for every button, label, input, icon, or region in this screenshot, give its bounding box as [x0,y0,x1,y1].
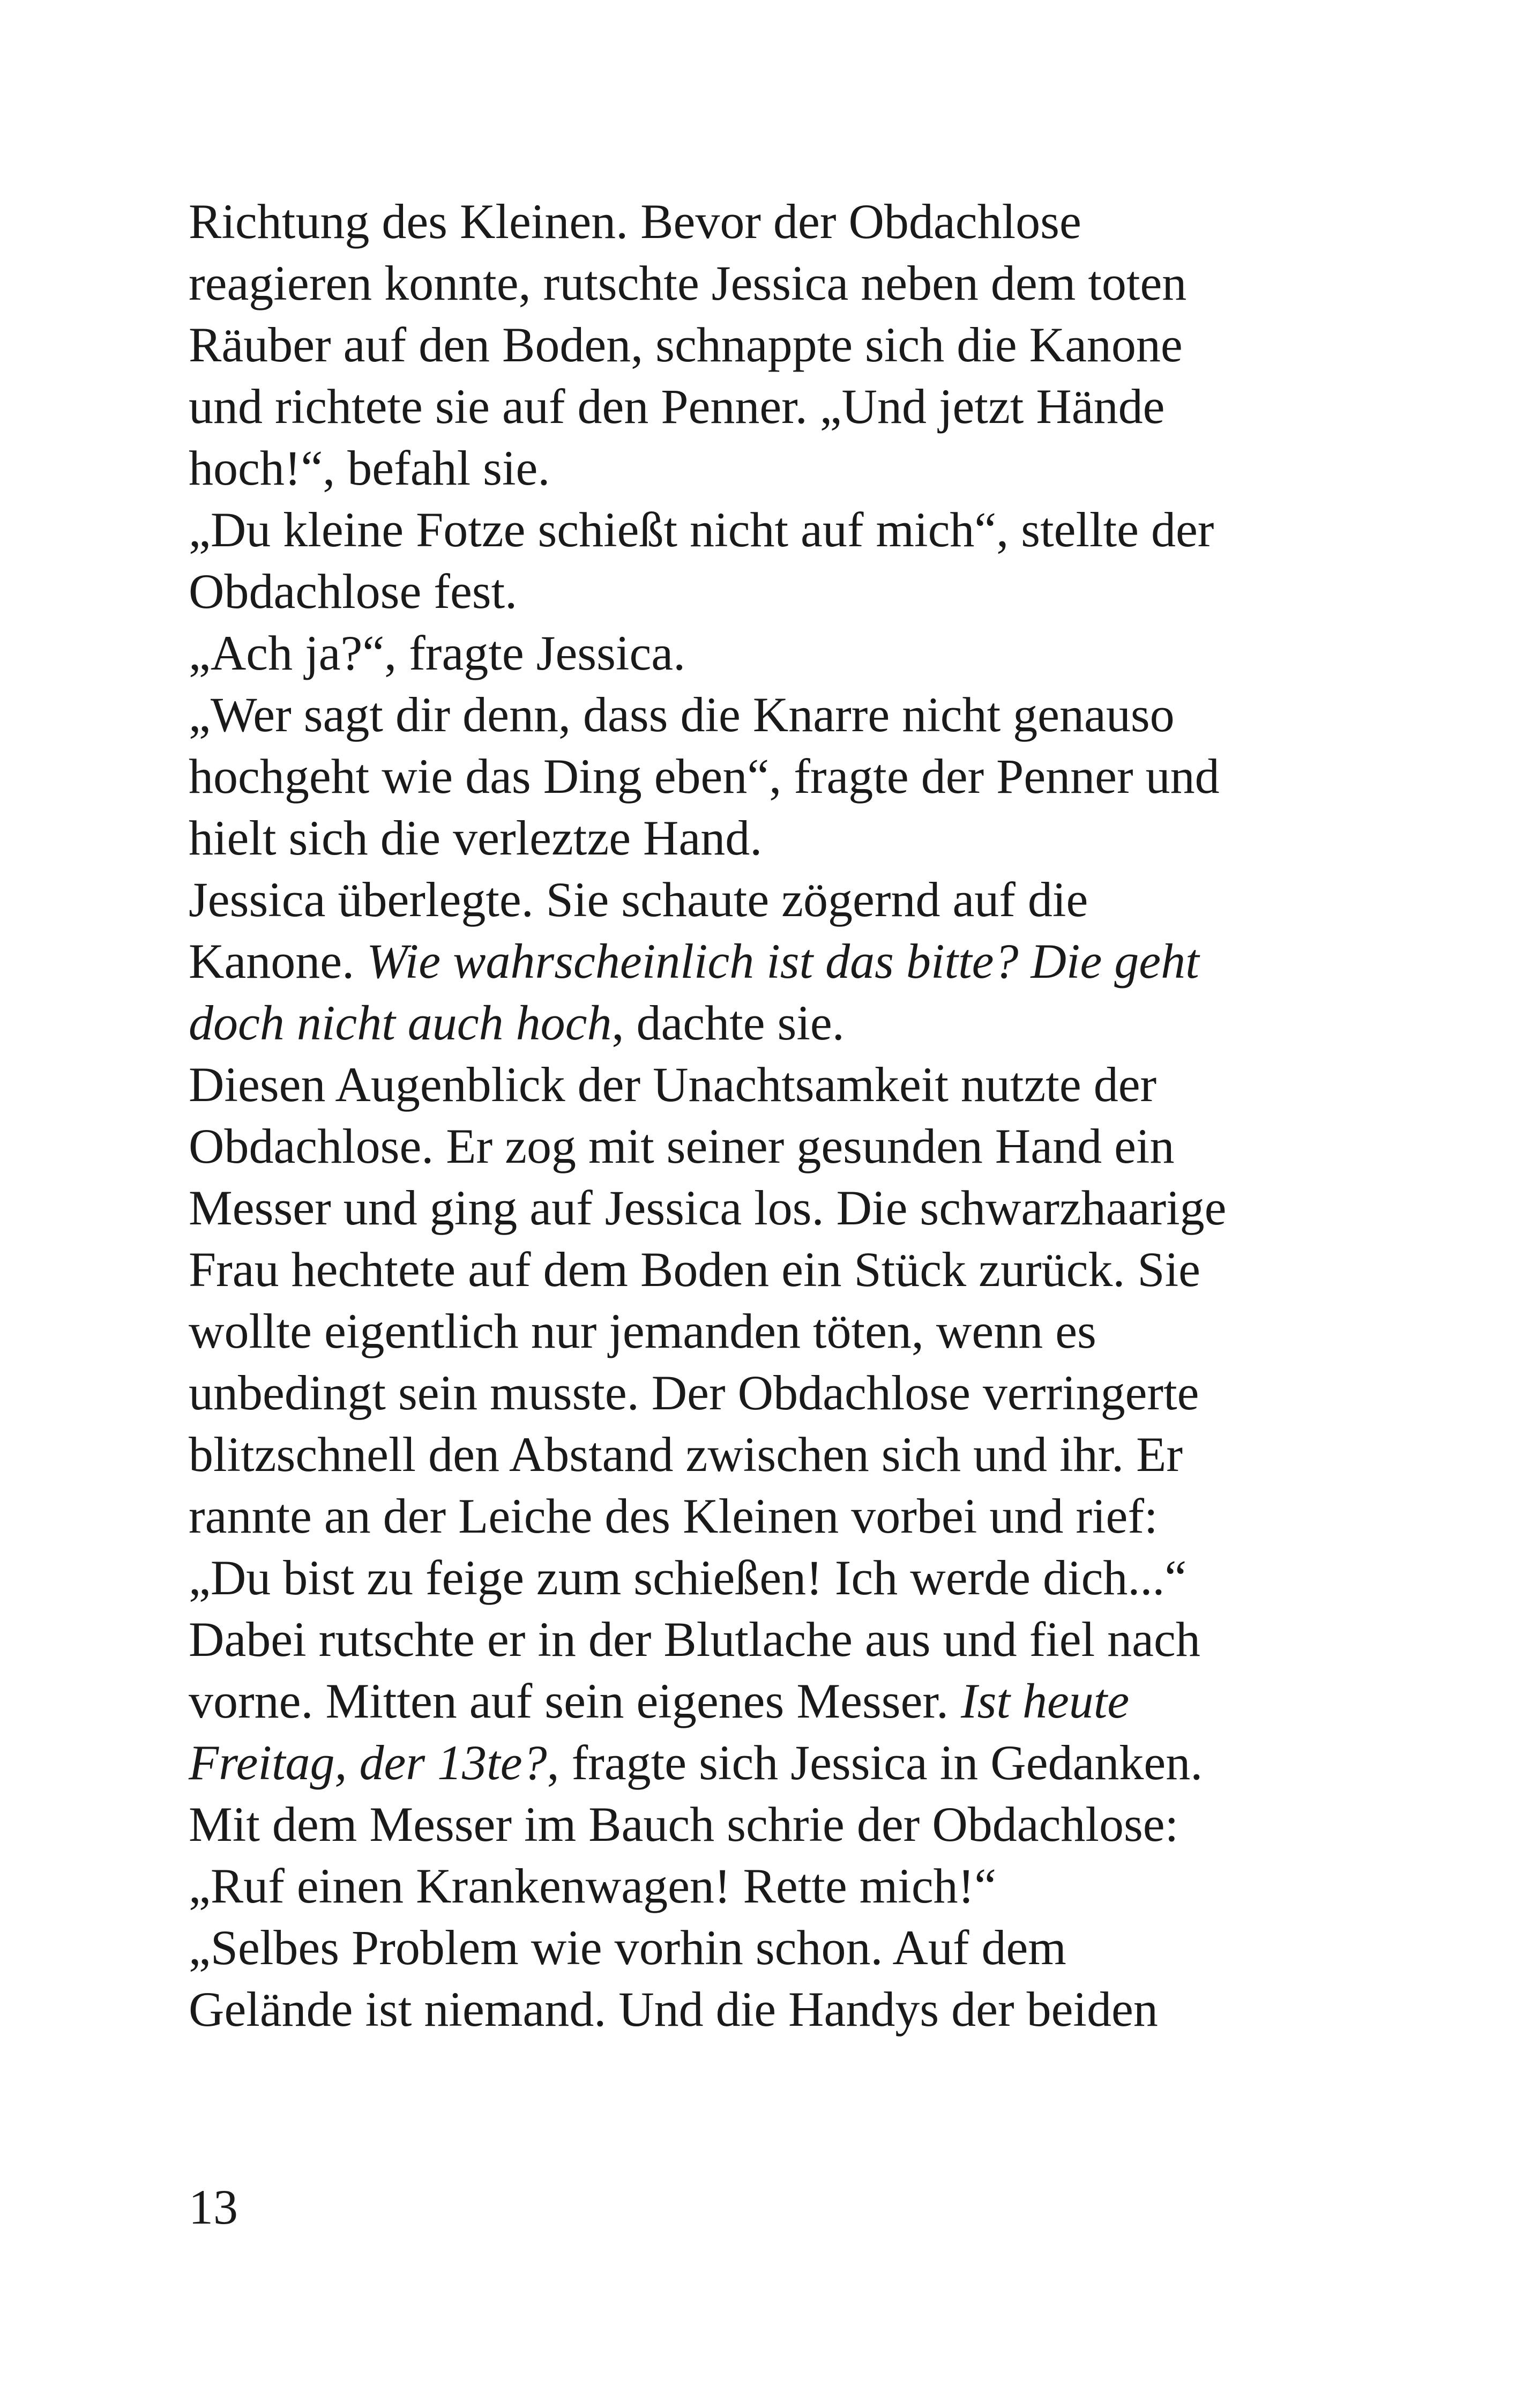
text-segment: Kanone. [189,934,367,989]
text-segment: Räuber auf den Boden, schnappte sich die Kanone [189,317,1183,372]
text-segment: „Selbes Problem wie vorhin schon. Auf dem [189,1920,1066,1975]
text-segment: , fragte sich Jessica in Gedanken. [547,1735,1203,1790]
text-line [189,1300,1368,1362]
text-segment: „Du kleine Fotze schießt nicht auf mich“, stellte der [189,502,1214,557]
text-line [189,1485,1368,1547]
text-segment: Mit dem Messer im Bauch schrie der Obdachlose: [189,1797,1179,1852]
text-segment: Jessica überlegte. Sie schaute zögernd auf die [189,872,1088,927]
text-segment: Obdachlose fest. [189,564,518,619]
text-line [189,622,1368,684]
text-line [189,1054,1368,1116]
text-segment: rannte an der Leiche des Kleinen vorbei und rief: [189,1489,1158,1543]
text-line [189,437,1368,499]
text-line [189,1794,1368,1855]
text-line [189,314,1368,376]
page-number: 13 [189,2180,238,2234]
text-line [189,992,1368,1054]
text-line [189,1116,1368,1177]
text-segment: Dabei rutschte er in der Blutlache aus und fiel nach [189,1612,1200,1667]
italic-text-segment: doch nicht auch hoch [189,995,612,1050]
text-line [189,252,1368,314]
text-line [189,1547,1368,1609]
text-segment: „Du bist zu feige zum schießen! Ich werde dich...“ [189,1550,1187,1605]
text-line [189,1239,1368,1300]
text-line [189,191,1368,252]
text-segment: Gelände ist niemand. Und die Handys der beiden [189,1982,1158,2037]
text-segment: „Ruf einen Krankenwagen! Rette mich!“ [189,1859,997,1913]
text-segment: blitzschnell den Abstand zwischen sich und ihr. Er [189,1427,1183,1482]
text-line [189,1855,1368,1917]
text-segment: hoch!“, befahl sie. [189,441,550,495]
text-segment: hielt sich die verleztze Hand. [189,811,763,865]
text-line [189,1177,1368,1239]
text-segment: Richtung des Kleinen. Bevor der Obdachlose [189,194,1081,249]
text-segment: Obdachlose. Er zog mit seiner gesunden Hand ein [189,1119,1175,1173]
text-segment: Frau hechtete auf dem Boden ein Stück zurück. Sie [189,1242,1200,1297]
text-segment: unbedingt sein musste. Der Obdachlose verringerte [189,1365,1199,1420]
text-line [189,869,1368,931]
text-line [189,1609,1368,1670]
text-segment: reagieren konnte, rutschte Jessica neben dem toten [189,256,1187,310]
text-segment: und richtete sie auf den Penner. „Und jetzt Hände [189,379,1165,434]
text-segment: „Ach ja?“, fragte Jessica. [189,626,686,680]
text-line [189,1732,1368,1794]
text-line [189,807,1368,869]
body-text [189,191,1368,2040]
italic-text-segment: Ist heute [960,1674,1130,1728]
text-line [189,684,1368,746]
text-segment: Messer und ging auf Jessica los. Die schwarzhaarige [189,1180,1227,1235]
text-line [189,1979,1368,2040]
text-segment: vorne. Mitten auf sein eigenes Messer. [189,1674,961,1728]
italic-text-segment: Freitag, der 13te? [189,1735,547,1790]
text-segment: Diesen Augenblick der Unachtsamkeit nutzte der [189,1057,1157,1112]
text-line [189,1424,1368,1485]
text-line [189,561,1368,622]
text-segment: wollte eigentlich nur jemanden töten, wenn es [189,1304,1096,1358]
text-segment: „Wer sagt dir denn, dass die Knarre nicht genauso [189,687,1175,742]
text-line [189,1362,1368,1424]
text-segment: hochgeht wie das Ding eben“, fragte der Penner und [189,749,1220,804]
text-line [189,1670,1368,1732]
text-line [189,1917,1368,1979]
text-line [189,376,1368,437]
text-line [189,499,1368,561]
text-line [189,931,1368,992]
text-segment: , dachte sie. [611,995,845,1050]
text-line [189,746,1368,807]
italic-text-segment: Wie wahrscheinlich ist das bitte? Die geht [367,934,1199,989]
